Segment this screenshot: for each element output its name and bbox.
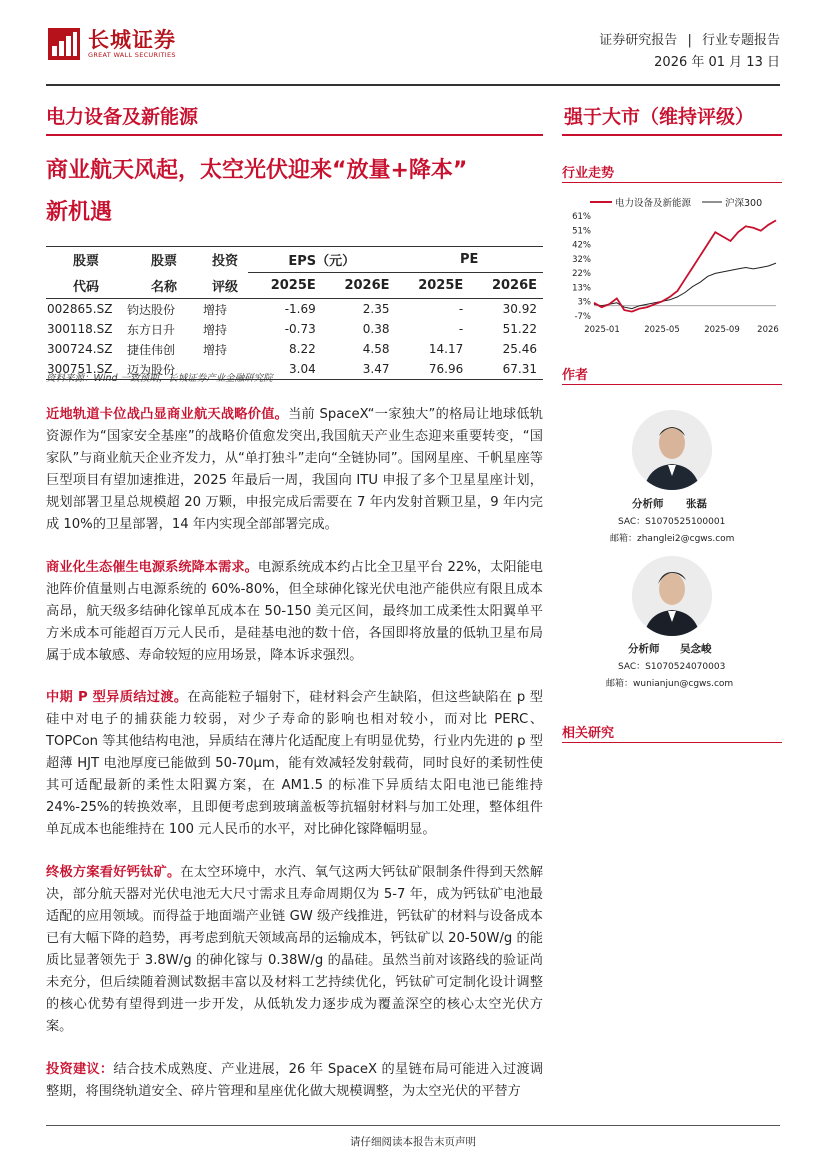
cell-code: 300724.SZ (47, 342, 113, 356)
report-category: 行业专题报告 (701, 33, 780, 48)
th-pe-2026: 2026E (491, 278, 537, 293)
cell-code: 300118.SZ (47, 322, 113, 336)
title-line-2: 新机遇 (46, 200, 113, 225)
cell-pe-2026: 51.22 (502, 322, 537, 336)
cell-rating: 增持 (203, 302, 228, 317)
series-line-sector (594, 220, 776, 311)
industry-trend-chart (562, 192, 782, 342)
analyst-2-sac: SAC：S1070524070003 (618, 662, 726, 672)
analyst-1-role: 分析师 (632, 498, 664, 510)
paragraph-text: 在太空环境中，水汽、氧气这两大钙钛矿限制条件得到天然解决，部分航天器对光伏电池无大尺寸需求且寿命周期仅为 5-7 年，成为钙钛矿电池最适配的应用领域。而得益于地面端产业链 GW 级产线推进，钙钛矿的材料与设备成本已有大幅下降的趋势，再考虑到航天领域高昂的运输成本，钙钛矿以 20-50W/g 的能质比显著领先于 3.8W/g 的砷化镓与 0.38W/g 的晶硅。虽然当前对该路线的验证尚未充分，但后续随着测试数据丰富以及材料工艺持续优化，钙钛矿可定制化设计调整的核心优势有望得到进一步开发，从低轨发力逐步成为覆盖深空的核心太空光伏方案。 (46, 865, 544, 1034)
report-meta (599, 30, 780, 74)
x-tick-label: 2026 (757, 325, 779, 335)
author-heading: 作者 (562, 368, 589, 383)
y-tick-label: 61% (572, 212, 591, 222)
trend-heading-line (562, 182, 782, 183)
th-pe-2025: 2025E (418, 278, 464, 293)
cell-rating: 增持 (203, 342, 228, 357)
trend-heading: 行业走势 (562, 166, 615, 181)
paragraph-power-cost (46, 557, 543, 667)
cell-name: 迈为股份 (127, 362, 176, 377)
y-tick-label: 3% (577, 297, 591, 308)
sector-name: 电力设备及新能源 (46, 106, 199, 128)
th-code-top: 股票 (72, 254, 99, 270)
title-line-1: 商业航天风起，太空光伏迎来“放量+降本” (46, 158, 468, 183)
paragraph-leo-strategy (46, 404, 543, 536)
analyst-photo-icon (632, 556, 712, 636)
logo-text-cn: 长城证券 (88, 28, 176, 52)
trend-chart-svg (562, 192, 782, 342)
cell-eps-2026: 0.38 (362, 322, 390, 336)
footer-divider (46, 1125, 780, 1126)
great-wall-logo-icon (46, 26, 82, 62)
th-rating-top: 投资 (211, 254, 238, 270)
cell-eps-2025: -1.69 (284, 302, 316, 316)
th-rating: 评级 (211, 279, 238, 295)
industry-rating: 强于大市（维持评级） (564, 106, 755, 128)
x-tick-label: 2025-01 (584, 325, 620, 335)
meta-separator: | (687, 33, 692, 48)
series-line-index (594, 263, 776, 309)
cell-eps-2025: 3.04 (289, 362, 316, 376)
cell-eps-2025: -0.73 (284, 322, 316, 336)
th-eps-2025: 2025E (270, 278, 316, 293)
cell-pe-2026: 67.31 (502, 362, 537, 376)
cell-code: 002865.SZ (47, 302, 113, 316)
cell-name: 钧达股份 (127, 302, 176, 317)
paragraph-text: 结合技术成熟度、产业进展，26 年 SpaceX 的星链布局可能进入过渡调整期，将围绕轨道安全、碎片管理和星座优化做大规模调整，为太空光伏的平替方 (46, 1062, 544, 1099)
report-date: 2026 年 01 月 13 日 (654, 55, 780, 70)
table-row (46, 339, 543, 359)
cell-pe-2026: 25.46 (502, 342, 537, 356)
table-row (46, 319, 543, 339)
th-code: 代码 (72, 279, 99, 295)
x-axis-ticks (584, 325, 779, 335)
footer-disclaimer: 请仔细阅读本报告末页声明 (350, 1136, 476, 1148)
analyst-2-role: 分析师 (628, 643, 660, 655)
logo-text-en: GREAT WALL SECURITIES (88, 51, 176, 59)
cell-pe-2025: 76.96 (428, 362, 464, 376)
paragraph-lead: 投资建议： (46, 1062, 114, 1077)
legend-label-index: 沪深300 (725, 198, 763, 209)
cell-name: 东方日升 (127, 322, 176, 337)
avatar (632, 410, 712, 490)
cell-code: 300751.SZ (47, 362, 113, 376)
related-heading: 相关研究 (562, 726, 615, 741)
header-divider (46, 84, 780, 86)
cell-pe-2025: - (458, 302, 464, 316)
legend-label-sector: 电力设备及新能源 (615, 198, 692, 209)
table-row (46, 299, 543, 320)
cell-pe-2025: - (458, 322, 464, 336)
analyst-1-name: 张磊 (686, 498, 707, 510)
report-title (46, 150, 546, 234)
table-source: 资料来源：Wind 一致预期，长城证券产业金融研究院 (46, 373, 273, 384)
th-pe: PE (396, 247, 544, 273)
company-logo (46, 26, 176, 62)
paragraph-lead: 近地轨道卡位战凸显商业航天战略价值。 (46, 407, 289, 422)
y-axis-ticks (572, 212, 591, 322)
cell-rating: 增持 (203, 322, 228, 337)
analyst-photo-icon (632, 410, 712, 490)
cell-eps-2026: 4.58 (362, 342, 390, 356)
related-heading-line (562, 742, 782, 743)
author-heading-line (562, 384, 782, 385)
th-eps: EPS（元） (248, 247, 396, 273)
x-tick-label: 2025-05 (644, 325, 680, 335)
y-tick-label: 51% (572, 226, 591, 237)
paragraph-perovskite (46, 862, 543, 1038)
analyst-1-email: 邮箱：zhanglei2@cgws.com (610, 534, 735, 544)
y-tick-label: 13% (572, 283, 591, 294)
th-eps-2026: 2026E (344, 278, 390, 293)
cell-name: 捷佳伟创 (127, 342, 176, 357)
th-name-top: 股票 (150, 254, 177, 270)
cell-pe-2025: 14.17 (428, 342, 464, 356)
paragraph-lead: 中期 P 型异质结过渡。 (46, 690, 188, 705)
paragraph-lead: 终极方案看好钙钛矿。 (46, 865, 181, 880)
cell-pe-2026: 30.92 (502, 302, 537, 316)
cell-eps-2026: 2.35 (362, 302, 390, 316)
paragraph-hjt (46, 687, 543, 841)
analyst-2-name: 吴念峻 (680, 643, 712, 655)
th-name: 名称 (150, 279, 177, 295)
report-type: 证券研究报告 (599, 33, 678, 48)
paragraph-investment (46, 1059, 543, 1103)
cell-eps-2025: 8.22 (289, 342, 316, 356)
paragraph-text: 电源系统成本约占比全卫星平台 22%，太阳能电池阵价值量则占电源系统的 60%-80%，但全球砷化镓光伏电池产能供应有限且成本高昂，航天级多结砷化镓单瓦成本在 50-150 美元区间，最终加工成柔性太阳翼单平方米成本可能超百万元人民币，是硅基电池的数十倍，各国即将放量的低轨卫星布局属于成本敏感、寿命较短的应用场景，降本诉求强烈。 (46, 560, 543, 663)
cell-eps-2026: 3.47 (362, 362, 390, 376)
x-tick-label: 2025-09 (704, 325, 740, 335)
paragraph-text: 当前 SpaceX“一家独大”的格局让地球低轨资源作为“国家安全基座”的战略价值愈发突出,我国航天产业生态迎来重要转变，“国家队”与商业航天企业齐发力，从“单打独斗”走向“全链协同”。国网星座、千帆星座等巨型项目有望加速推进，2025 年最后一周，我国向 ITU 申报了多个卫星星座计划，规划部署卫星总规模超 20 万颗，申报完成后需要在 7 年内发射首颗卫星，9 年内完成 10%的卫星部署，14 年内实现全部部署完成。 (46, 407, 543, 532)
rating-underline (562, 134, 782, 136)
y-tick-label: 32% (572, 254, 591, 265)
avatar (632, 556, 712, 636)
y-tick-label: 22% (572, 269, 591, 280)
y-tick-label: -7% (574, 312, 591, 322)
stock-table (46, 246, 543, 380)
y-tick-label: 42% (572, 240, 591, 251)
paragraph-text: 在高能粒子辐射下，硅材料会产生缺陷，但这些缺陷在 p 型硅中对电子的捕获能力较弱，对少子寿命的影响也相对较小，而对比 PERC、TOPCon 等其他结构电池，异质结在薄片化适配度上有明显优势，行业内先进的 p 型超薄 HJT 电池厚度已能做到 50-70μm，能有效减轻发射载荷，同时良好的柔韧性使其可适配最新的柔性太阳翼方案，在 AM1.5 的标准下异质结太阳电池已能维持 24%-25%的转换效率，且即便考虑到玻璃盖板等抗辐射材料与加工处理，整体组件单瓦成本也能维持在 100 元人民币的水平，对比砷化镓降幅明显。 (46, 690, 543, 837)
analyst-1-sac: SAC：S1070525100001 (618, 517, 726, 527)
sector-underline (46, 134, 543, 136)
paragraph-lead: 商业化生态催生电源系统降本需求。 (46, 560, 258, 575)
analyst-2-email: 邮箱：wunianjun@cgws.com (606, 679, 734, 689)
